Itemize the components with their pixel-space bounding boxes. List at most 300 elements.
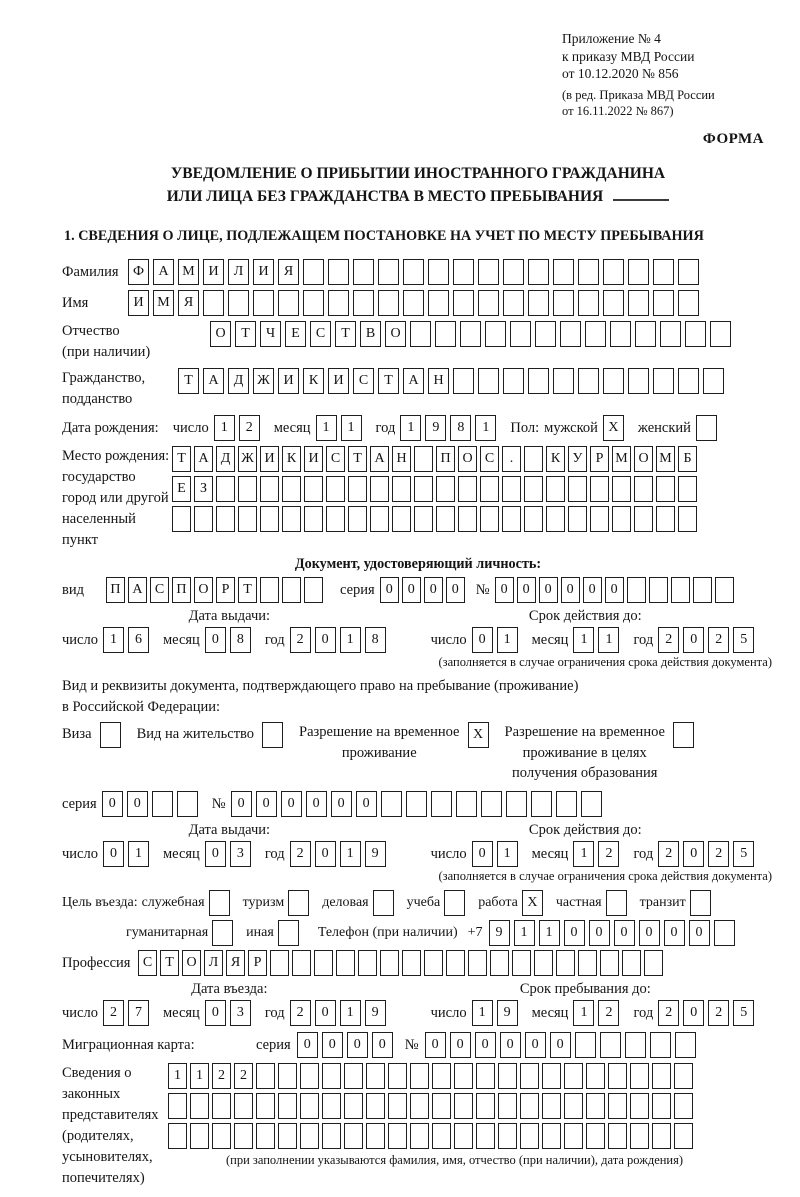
form-cell[interactable] [234,1093,253,1119]
form-cell[interactable] [378,259,399,285]
form-cell[interactable]: 0 [331,791,352,817]
form-cell[interactable] [546,506,565,532]
residence-expiry-year[interactable] [658,841,758,867]
form-cell[interactable]: 2 [708,627,729,653]
form-cell[interactable] [476,1063,495,1089]
doc-expiry-month[interactable] [573,627,623,653]
form-cell[interactable] [453,290,474,316]
form-cell[interactable] [714,920,735,946]
form-cell[interactable]: 0 [589,920,610,946]
form-cell[interactable]: 1 [340,1000,361,1026]
form-cell[interactable]: 1 [573,627,594,653]
form-cell[interactable] [715,577,734,603]
form-cell[interactable]: И [253,259,274,285]
form-cell[interactable]: 0 [583,577,602,603]
form-cell[interactable] [344,1093,363,1119]
form-cell[interactable] [568,476,587,502]
form-cell[interactable] [100,722,121,748]
form-cell[interactable]: 0 [205,1000,226,1026]
form-cell[interactable]: С [353,368,374,394]
form-cell[interactable] [216,476,235,502]
form-cell[interactable] [498,1063,517,1089]
form-cell[interactable] [278,1123,297,1149]
form-cell[interactable]: Я [278,259,299,285]
form-cell[interactable]: 0 [539,577,558,603]
form-cell[interactable] [628,290,649,316]
entry-day[interactable] [103,1000,153,1026]
form-cell[interactable] [627,577,646,603]
form-cell[interactable]: 0 [205,627,226,653]
form-cell[interactable] [444,890,465,916]
form-cell[interactable] [650,1032,671,1058]
form-cell[interactable] [378,290,399,316]
form-cell[interactable] [524,506,543,532]
form-cell[interactable]: 0 [315,627,336,653]
form-cell[interactable]: Л [228,259,249,285]
form-cell[interactable] [671,577,690,603]
form-cell[interactable] [348,476,367,502]
form-cell[interactable]: 1 [497,627,518,653]
residence-issue-year[interactable] [290,841,390,867]
migration-number-cells[interactable] [425,1032,700,1058]
form-cell[interactable] [260,476,279,502]
form-cell[interactable] [656,476,675,502]
form-cell[interactable] [432,1063,451,1089]
form-cell[interactable]: 0 [347,1032,368,1058]
form-cell[interactable] [454,1063,473,1089]
entry-month[interactable] [205,1000,255,1026]
form-cell[interactable] [373,890,394,916]
stay-month[interactable] [573,1000,623,1026]
form-cell[interactable]: О [194,577,213,603]
birth-day-cells[interactable] [214,415,264,441]
birth-place-line1[interactable] [172,446,700,472]
form-cell[interactable] [328,290,349,316]
form-cell[interactable] [512,950,531,976]
form-cell[interactable] [678,259,699,285]
form-cell[interactable] [535,321,556,347]
form-cell[interactable] [388,1063,407,1089]
purpose-business-checkbox[interactable] [373,890,398,916]
form-cell[interactable] [238,506,257,532]
form-cell[interactable] [190,1093,209,1119]
form-cell[interactable] [381,791,402,817]
form-cell[interactable] [194,506,213,532]
birth-place-line3[interactable] [172,506,700,532]
form-cell[interactable]: И [128,290,149,316]
form-cell[interactable]: А [153,259,174,285]
form-cell[interactable] [675,1032,696,1058]
form-cell[interactable] [656,506,675,532]
form-cell[interactable]: 0 [315,841,336,867]
form-cell[interactable]: 2 [212,1063,231,1089]
form-cell[interactable]: Ч [260,321,281,347]
residence-expiry-month[interactable] [573,841,623,867]
form-cell[interactable]: Т [348,446,367,472]
form-cell[interactable] [300,1063,319,1089]
form-cell[interactable] [304,506,323,532]
form-cell[interactable] [478,368,499,394]
form-cell[interactable]: 2 [239,415,260,441]
form-cell[interactable] [652,1093,671,1119]
migration-series-cells[interactable] [297,1032,397,1058]
stay-day[interactable] [472,1000,522,1026]
form-cell[interactable] [410,321,431,347]
form-cell[interactable] [304,476,323,502]
form-cell[interactable] [608,1093,627,1119]
form-cell[interactable]: Т [235,321,256,347]
form-cell[interactable]: X [522,890,543,916]
form-cell[interactable] [190,1123,209,1149]
form-cell[interactable]: М [612,446,631,472]
representatives-line3[interactable] [168,1123,696,1149]
form-cell[interactable] [480,506,499,532]
form-cell[interactable]: 6 [128,627,149,653]
form-cell[interactable] [564,1123,583,1149]
form-cell[interactable] [353,259,374,285]
form-cell[interactable]: 0 [205,841,226,867]
form-cell[interactable] [203,290,224,316]
form-cell[interactable] [414,506,433,532]
form-cell[interactable]: 0 [425,1032,446,1058]
form-cell[interactable] [673,722,694,748]
form-cell[interactable]: З [194,476,213,502]
form-cell[interactable]: 0 [689,920,710,946]
form-cell[interactable]: 2 [290,1000,311,1026]
form-cell[interactable] [228,290,249,316]
form-cell[interactable]: Я [178,290,199,316]
representatives-line1[interactable] [168,1063,696,1089]
form-cell[interactable] [234,1123,253,1149]
form-cell[interactable]: 8 [230,627,251,653]
form-cell[interactable] [542,1093,561,1119]
form-cell[interactable] [304,577,323,603]
form-cell[interactable] [678,476,697,502]
form-cell[interactable]: 0 [446,577,465,603]
form-cell[interactable]: 2 [708,1000,729,1026]
form-cell[interactable]: 2 [658,627,679,653]
residence-series-cells[interactable] [102,791,202,817]
form-cell[interactable] [652,1123,671,1149]
purpose-transit-checkbox[interactable] [690,890,715,916]
form-cell[interactable]: Н [392,446,411,472]
form-cell[interactable] [622,950,641,976]
form-cell[interactable]: 0 [683,841,704,867]
form-cell[interactable] [314,950,333,976]
form-cell[interactable] [460,321,481,347]
form-cell[interactable] [370,476,389,502]
form-cell[interactable]: 0 [380,577,399,603]
form-cell[interactable] [528,368,549,394]
form-cell[interactable] [256,1063,275,1089]
form-cell[interactable]: Ж [238,446,257,472]
form-cell[interactable] [212,1093,231,1119]
form-cell[interactable]: С [326,446,345,472]
form-cell[interactable] [476,1123,495,1149]
form-cell[interactable] [303,290,324,316]
form-cell[interactable] [560,321,581,347]
form-cell[interactable]: А [403,368,424,394]
form-cell[interactable]: И [260,446,279,472]
form-cell[interactable] [678,368,699,394]
form-cell[interactable]: И [203,259,224,285]
form-cell[interactable]: 0 [356,791,377,817]
purpose-official-checkbox[interactable] [209,890,234,916]
form-cell[interactable] [402,950,421,976]
form-cell[interactable]: 1 [539,920,560,946]
form-cell[interactable]: И [304,446,323,472]
form-cell[interactable] [370,506,389,532]
form-cell[interactable] [480,476,499,502]
form-cell[interactable] [575,1032,596,1058]
form-cell[interactable] [454,1093,473,1119]
form-cell[interactable] [366,1093,385,1119]
form-cell[interactable]: Т [172,446,191,472]
form-cell[interactable] [278,1093,297,1119]
form-cell[interactable] [454,1123,473,1149]
given-name-cells[interactable] [128,290,703,316]
form-cell[interactable]: 3 [230,841,251,867]
form-cell[interactable] [556,791,577,817]
form-cell[interactable]: 0 [297,1032,318,1058]
form-cell[interactable] [410,1093,429,1119]
form-cell[interactable] [212,1123,231,1149]
form-cell[interactable]: 1 [128,841,149,867]
form-cell[interactable] [322,1063,341,1089]
form-cell[interactable]: Ж [253,368,274,394]
form-cell[interactable] [431,791,452,817]
birth-place-line2[interactable] [172,476,700,502]
form-cell[interactable]: 1 [573,1000,594,1026]
form-cell[interactable]: 0 [127,791,148,817]
form-cell[interactable]: 1 [340,841,361,867]
form-cell[interactable] [685,321,706,347]
form-cell[interactable] [403,259,424,285]
patronymic-cells[interactable] [210,321,735,347]
form-cell[interactable] [603,259,624,285]
purpose-humanitarian-checkbox[interactable] [212,920,237,946]
form-cell[interactable]: 1 [190,1063,209,1089]
form-cell[interactable] [603,290,624,316]
form-cell[interactable]: 9 [425,415,446,441]
form-cell[interactable] [424,950,443,976]
form-cell[interactable] [635,321,656,347]
form-cell[interactable]: 0 [472,841,493,867]
purpose-work-checkbox[interactable] [522,890,547,916]
form-cell[interactable]: 0 [450,1032,471,1058]
form-cell[interactable]: Т [160,950,179,976]
entry-year[interactable] [290,1000,390,1026]
form-cell[interactable] [282,577,301,603]
form-cell[interactable] [653,290,674,316]
form-cell[interactable] [278,920,299,946]
form-cell[interactable] [328,259,349,285]
form-cell[interactable] [696,415,717,441]
form-cell[interactable]: О [385,321,406,347]
form-cell[interactable]: 1 [475,415,496,441]
form-cell[interactable] [410,1063,429,1089]
form-cell[interactable]: 0 [372,1032,393,1058]
form-cell[interactable]: 5 [733,1000,754,1026]
form-cell[interactable] [630,1063,649,1089]
residence-expiry-day[interactable] [472,841,522,867]
form-cell[interactable]: В [360,321,381,347]
form-cell[interactable] [326,506,345,532]
form-cell[interactable] [553,368,574,394]
temp-residence-edu-checkbox[interactable] [673,722,694,748]
form-cell[interactable] [456,791,477,817]
form-cell[interactable] [260,577,279,603]
form-cell[interactable]: Ф [128,259,149,285]
form-cell[interactable] [578,259,599,285]
form-cell[interactable]: 2 [598,841,619,867]
form-cell[interactable]: 2 [598,1000,619,1026]
form-cell[interactable] [630,1093,649,1119]
form-cell[interactable] [510,321,531,347]
visa-checkbox[interactable] [100,722,121,748]
form-cell[interactable]: Т [335,321,356,347]
form-cell[interactable] [322,1093,341,1119]
form-cell[interactable] [414,446,433,472]
form-cell[interactable] [253,290,274,316]
form-cell[interactable] [630,1123,649,1149]
form-cell[interactable]: М [178,259,199,285]
form-cell[interactable]: Л [204,950,223,976]
form-cell[interactable] [564,1063,583,1089]
form-cell[interactable] [524,446,543,472]
form-cell[interactable] [300,1123,319,1149]
form-cell[interactable] [590,506,609,532]
form-cell[interactable] [528,290,549,316]
form-cell[interactable] [300,1093,319,1119]
form-cell[interactable]: 9 [365,1000,386,1026]
form-cell[interactable] [653,368,674,394]
form-cell[interactable] [653,259,674,285]
form-cell[interactable] [652,1063,671,1089]
form-cell[interactable] [612,476,631,502]
form-cell[interactable]: 1 [472,1000,493,1026]
form-cell[interactable] [520,1123,539,1149]
form-cell[interactable]: М [656,446,675,472]
form-cell[interactable]: 1 [341,415,362,441]
form-cell[interactable]: А [203,368,224,394]
form-cell[interactable]: 0 [256,791,277,817]
form-cell[interactable]: Т [238,577,257,603]
form-cell[interactable]: 0 [306,791,327,817]
form-cell[interactable]: Р [590,446,609,472]
form-cell[interactable]: П [172,577,191,603]
birth-month-cells[interactable] [316,415,366,441]
form-cell[interactable] [600,950,619,976]
form-cell[interactable] [503,259,524,285]
form-cell[interactable] [534,950,553,976]
form-cell[interactable] [556,950,575,976]
phone-cells[interactable] [489,920,739,946]
form-cell[interactable] [177,791,198,817]
form-cell[interactable] [256,1093,275,1119]
form-cell[interactable]: И [328,368,349,394]
form-cell[interactable]: 0 [475,1032,496,1058]
doc-kind-cells[interactable] [106,577,326,603]
doc-series-cells[interactable] [380,577,468,603]
form-cell[interactable]: 0 [424,577,443,603]
form-cell[interactable] [432,1093,451,1119]
form-cell[interactable] [366,1063,385,1089]
doc-expiry-year[interactable] [658,627,758,653]
form-cell[interactable]: К [303,368,324,394]
form-cell[interactable]: А [128,577,147,603]
form-cell[interactable]: С [480,446,499,472]
form-cell[interactable] [581,791,602,817]
form-cell[interactable] [262,722,283,748]
form-cell[interactable] [344,1123,363,1149]
form-cell[interactable] [446,950,465,976]
form-cell[interactable] [546,476,565,502]
form-cell[interactable] [270,950,289,976]
form-cell[interactable] [603,368,624,394]
purpose-other-checkbox[interactable] [278,920,303,946]
form-cell[interactable] [520,1093,539,1119]
form-cell[interactable] [600,1032,621,1058]
form-cell[interactable] [674,1063,693,1089]
form-cell[interactable] [392,506,411,532]
form-cell[interactable]: 1 [214,415,235,441]
form-cell[interactable] [610,321,631,347]
form-cell[interactable]: Т [178,368,199,394]
form-cell[interactable] [172,506,191,532]
form-cell[interactable]: Е [285,321,306,347]
form-cell[interactable]: 9 [497,1000,518,1026]
form-cell[interactable] [358,950,377,976]
form-cell[interactable]: Е [172,476,191,502]
form-cell[interactable] [625,1032,646,1058]
form-cell[interactable] [216,506,235,532]
form-cell[interactable] [606,890,627,916]
form-cell[interactable] [288,890,309,916]
form-cell[interactable] [388,1123,407,1149]
form-cell[interactable]: У [568,446,587,472]
form-cell[interactable]: 0 [561,577,580,603]
form-cell[interactable] [578,290,599,316]
form-cell[interactable]: X [603,415,624,441]
form-cell[interactable]: 0 [550,1032,571,1058]
form-cell[interactable] [478,290,499,316]
form-cell[interactable] [260,506,279,532]
form-cell[interactable] [506,791,527,817]
form-cell[interactable] [520,1063,539,1089]
form-cell[interactable]: 2 [234,1063,253,1089]
form-cell[interactable] [344,1063,363,1089]
form-cell[interactable] [578,368,599,394]
form-cell[interactable]: 2 [103,1000,124,1026]
form-cell[interactable]: 2 [658,1000,679,1026]
form-cell[interactable] [282,476,301,502]
form-cell[interactable] [674,1093,693,1119]
form-cell[interactable] [553,290,574,316]
form-cell[interactable] [468,950,487,976]
form-cell[interactable]: 8 [450,415,471,441]
form-cell[interactable]: С [150,577,169,603]
form-cell[interactable] [322,1123,341,1149]
form-cell[interactable]: 0 [322,1032,343,1058]
doc-issue-year[interactable] [290,627,390,653]
form-cell[interactable] [458,506,477,532]
form-cell[interactable] [660,321,681,347]
form-cell[interactable]: П [436,446,455,472]
form-cell[interactable] [453,259,474,285]
form-cell[interactable]: 1 [340,627,361,653]
form-cell[interactable] [628,368,649,394]
